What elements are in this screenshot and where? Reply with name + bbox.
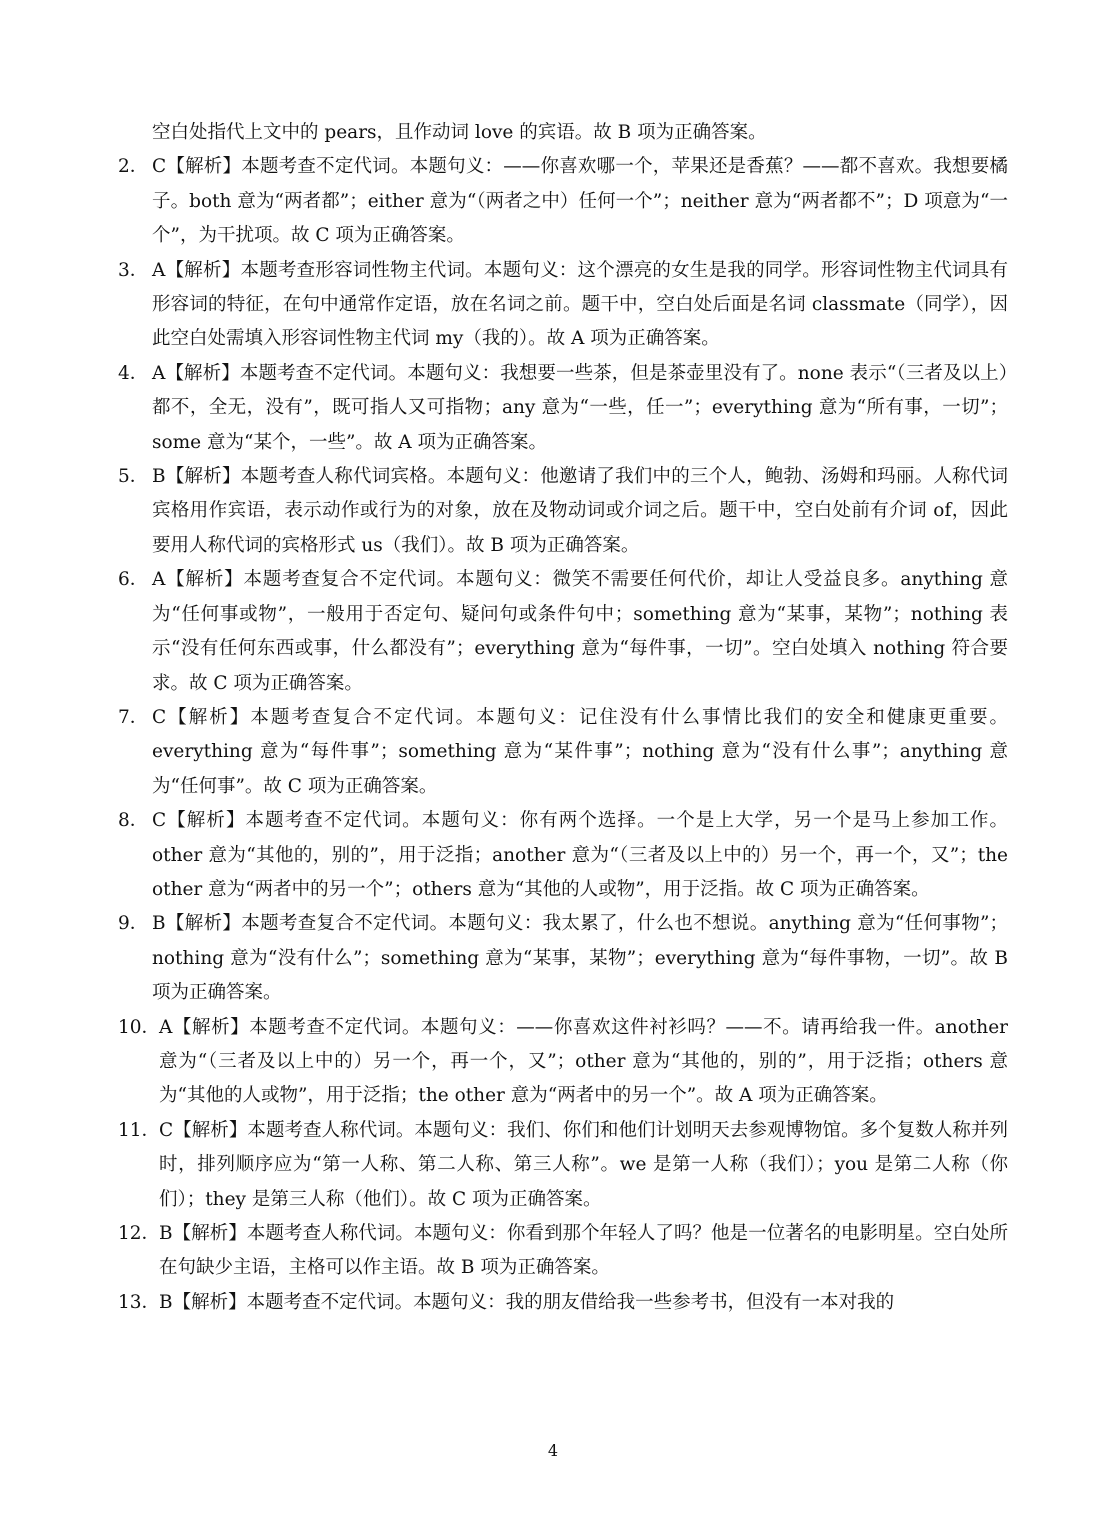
item-text: A【解析】本题考查形容词性物主代词。本题句义：这个漂亮的女生是我的同学。形容词性物主代词具有形容词的特征，在句中通常作定语，放在名词之前。题干中，空白处后面是名词 classmate（同学），因此空白处需填入形容词性物主代词 my（我的）。故 A 项为正确答案。 (152, 259, 1008, 350)
item-text: B【解析】本题考查人称代词宾格。本题句义：他邀请了我们中的三个人，鲍勃、汤姆和玛丽。人称代词宾格用作宾语，表示动作或行为的对象，放在及物动词或介词之后。题干中，空白处前有介词 of，因此要用人称代词的宾格形式 us（我们）。故 B 项为正确答案。 (152, 466, 1008, 556)
continued-line: 空白处指代上文中的 pears，且作动词 love 的宾语。故 B 项为正确答案。 (152, 122, 767, 143)
item-text: A【解析】本题考查不定代词。本题句义：我想要一些茶，但是茶壶里没有了。none 表示“（三者及以上）都不，全无，没有”，既可指人又可指物；any 意为“一些，任一”；everything 意为“所有事，一切”；some 意为“某个，一些”。故 A 项为正确答案。 (152, 362, 1008, 453)
item-number: 3． (118, 259, 149, 281)
list-item (118, 804, 1008, 907)
answer-explanations (118, 116, 1008, 1320)
page-number: 4 (547, 1441, 559, 1460)
list-item (118, 701, 1008, 804)
list-item (118, 1011, 1008, 1114)
item-text: B【解析】本题考查复合不定代词。本题句义：我太累了，什么也不想说。anything 意为“任何事物”；nothing 意为“没有什么”；something 意为“某事，某物”；everything 意为“每件事物，一切”。故 B 项为正确答案。 (152, 913, 1008, 1004)
list-item (118, 150, 1008, 253)
list-item (118, 1114, 1008, 1217)
list-item (118, 460, 1008, 563)
item-text: A【解析】本题考查不定代词。本题句义：——你喜欢这件衬衫吗？——不。请再给我一件。another 意为“（三者及以上中的）另一个，再一个，又”；other 意为“其他的，别的”，用于泛指；others 意为“其他的人或物”，用于泛指；the other 意为“两者中的另一个”。故 A 项为正确答案。 (159, 1016, 1008, 1107)
item-number: 11． (118, 1119, 161, 1141)
list-item (118, 563, 1008, 701)
list-item (118, 907, 1008, 1010)
item-number: 2． (118, 156, 149, 178)
item-text: C【解析】本题考查人称代词。本题句义：我们、你们和他们计划明天去参观博物馆。多个复数人称并列时，排列顺序应为“第一人称、第二人称、第三人称”。we 是第一人称（我们）；you 是第二人称（你们）；they 是第三人称（他们）。故 C 项为正确答案。 (159, 1119, 1008, 1210)
item-number: 5． (118, 466, 149, 488)
item-number: 13． (118, 1291, 161, 1313)
item-text: C【解析】本题考查不定代词。本题句义：——你喜欢哪一个，苹果还是香蕉？——都不喜欢。我想要橘子。both 意为“两者都”；either 意为“（两者之中）任何一个”；neither 意为“两者都不”；D 项意为“一个”，为干扰项。故 C 项为正确答案。 (152, 156, 1008, 247)
item-number: 7． (118, 706, 149, 728)
list-item (118, 254, 1008, 357)
item-number: 12． (118, 1223, 161, 1244)
list-item (118, 357, 1008, 460)
item-text: B【解析】本题考查不定代词。本题句义：我的朋友借给我一些参考书，但没有一本对我的 (159, 1291, 895, 1313)
item-number: 9． (118, 913, 149, 935)
item-number: 10． (118, 1016, 161, 1038)
item-text: B【解析】本题考查人称代词。本题句义：你看到那个年轻人了吗？他是一位著名的电影明星。空白处所在句缺少主语，主格可以作主语。故 B 项为正确答案。 (159, 1223, 1008, 1279)
item-number: 8． (118, 810, 149, 832)
item-number: 4． (118, 362, 149, 384)
item-text: C【解析】本题考查复合不定代词。本题句义：记住没有什么事情比我们的安全和健康更重要。everything 意为“每件事”；something 意为“某件事”；nothing 意为“没有什么事”；anything 意为“任何事”。故 C 项为正确答案。 (152, 706, 1008, 797)
list-item (118, 1286, 1008, 1320)
list-item (118, 1217, 1008, 1286)
item-text: C【解析】本题考查不定代词。本题句义：你有两个选择。一个是上大学，另一个是马上参加工作。other 意为“其他的，别的”，用于泛指；another 意为“（三者及以上中的）另一个，再一个，又”；the other 意为“两者中的另一个”；others 意为“其他的人或物”，用于泛指。故 C 项为正确答案。 (152, 810, 1008, 900)
item-text: A【解析】本题考查复合不定代词。本题句义：微笑不需要任何代价，却让人受益良多。anything 意为“任何事或物”，一般用于否定句、疑问句或条件句中；something 意为“某事，某物”；nothing 表示“没有任何东西或事，什么都没有”；everything 意为“每件事，一切”。空白处填入 nothing 符合要求。故 C 项为正确答案。 (152, 569, 1008, 694)
item-number: 6． (118, 569, 149, 591)
